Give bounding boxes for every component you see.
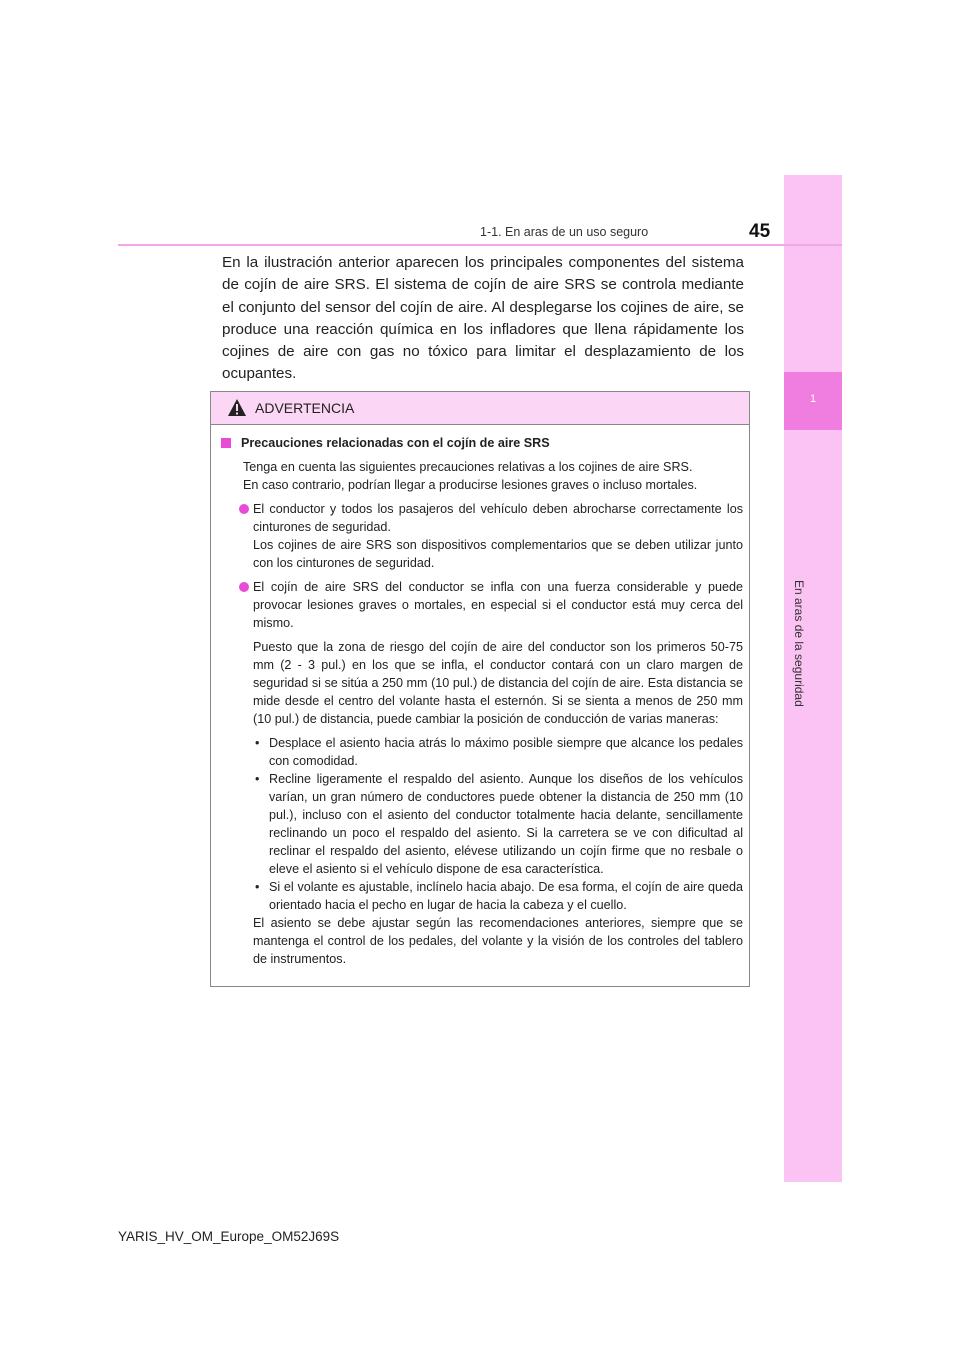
- warning-title: ADVERTENCIA: [255, 400, 355, 416]
- warning-body: [221, 434, 743, 968]
- intro-paragraph: En la ilustración anterior aparecen los principales componentes del sistema de cojín de aire SRS. El sistema de cojín de aire SRS se controla mediante el conjunto del sensor del cojín de aire. Al desplegarse los cojines de aire, se produce una reacción química en los infladores que llena rápidamente los cojines de aire con gas no tóxico para limitar el desplazamiento de los ocupantes.: [222, 254, 744, 383]
- warning-header: [211, 392, 749, 425]
- dash3-text: Si el volante es ajustable, inclínelo hacia abajo. De esa forma, el cojín de aire queda orientado hacia el pecho en lugar de hacia la cabeza y el cuello.: [269, 880, 743, 912]
- list-item: [221, 734, 743, 770]
- dash-marker: •: [255, 772, 260, 786]
- bullet1-line1: El conductor y todos los pasajeros del vehículo deben abrocharse correctamente los cinturones de seguridad.: [253, 502, 743, 534]
- chapter-tab: 1: [784, 372, 842, 430]
- chapter-title: En aras de la seguridad: [792, 580, 806, 707]
- warning-section-title-text: Precauciones relacionadas con el cojín de aire SRS: [241, 436, 550, 450]
- list-item: [221, 770, 743, 878]
- section-heading: 1-1. En aras de un uso seguro: [480, 225, 649, 239]
- bullet2-text: El cojín de aire SRS del conductor se infla con una fuerza considerable y puede provocar lesiones graves o mortales, en especial si el conductor está muy cerca del mismo.: [253, 580, 743, 630]
- list-item: [221, 578, 743, 632]
- warning-intro-line1: Tenga en cuenta las siguientes precauciones relativas a los cojines de aire SRS.: [243, 460, 693, 474]
- bullet2-detail: Puesto que la zona de riesgo del cojín de aire del conductor son los primeros 50-75 mm (2 - 3 pul.) en los que se infla, el conductor contará con un claro margen de seguridad si se sitúa a 250 mm (10 pul.) de distancia del cojín de aire. Esta distancia se mide desde el centro del volante hasta el esternón. Si se sienta a menos de 250 mm (10 pul.) de distancia, puede cambiar la posición de conducción de varias maneras:: [253, 640, 743, 726]
- dash-marker: •: [255, 736, 260, 750]
- closing-paragraph: El asiento se debe ajustar según las recomendaciones anteriores, siempre que se mantenga el control de los pedales, del volante y la visión de los controles del tablero de instrumentos.: [253, 916, 743, 966]
- dash-marker: •: [255, 880, 260, 894]
- warning-intro-line2: En caso contrario, podrían llegar a producirse lesiones graves o incluso mortales.: [243, 478, 698, 492]
- page-number: 45: [749, 221, 771, 242]
- dash2-text: Recline ligeramente el respaldo del asiento. Aunque los diseños de los vehículos varían, un gran número de conductores puede obtener la distancia de 250 mm (10 pul.), incluso con el asiento del conductor totalmente hacia delante, sencillamente reclinando un poco el respaldo del asiento. Si la carretera se ve con dificultad al reclinar el respaldo del asiento, elévese utilizando un cojín firme que no resbale o eleve el asiento si el vehículo dispone de esa característica.: [269, 772, 743, 876]
- square-bullet-icon: [221, 438, 231, 448]
- header-rule: [118, 244, 842, 246]
- document-footer-code: YARIS_HV_OM_Europe_OM52J69S: [118, 1229, 340, 1244]
- warning-triangle-icon: [227, 398, 247, 417]
- list-item: [221, 500, 743, 572]
- circle-bullet-icon: [239, 582, 249, 592]
- bullet1-line2: Los cojines de aire SRS son dispositivos complementarios que se deben utilizar junto con los cinturones de seguridad.: [253, 538, 743, 570]
- circle-bullet-icon: [239, 504, 249, 514]
- list-item: [221, 878, 743, 914]
- dash1-text: Desplace el asiento hacia atrás lo máximo posible siempre que alcance los pedales con comodidad.: [269, 736, 743, 768]
- warning-section-title: [221, 434, 743, 452]
- warning-box: [210, 391, 750, 987]
